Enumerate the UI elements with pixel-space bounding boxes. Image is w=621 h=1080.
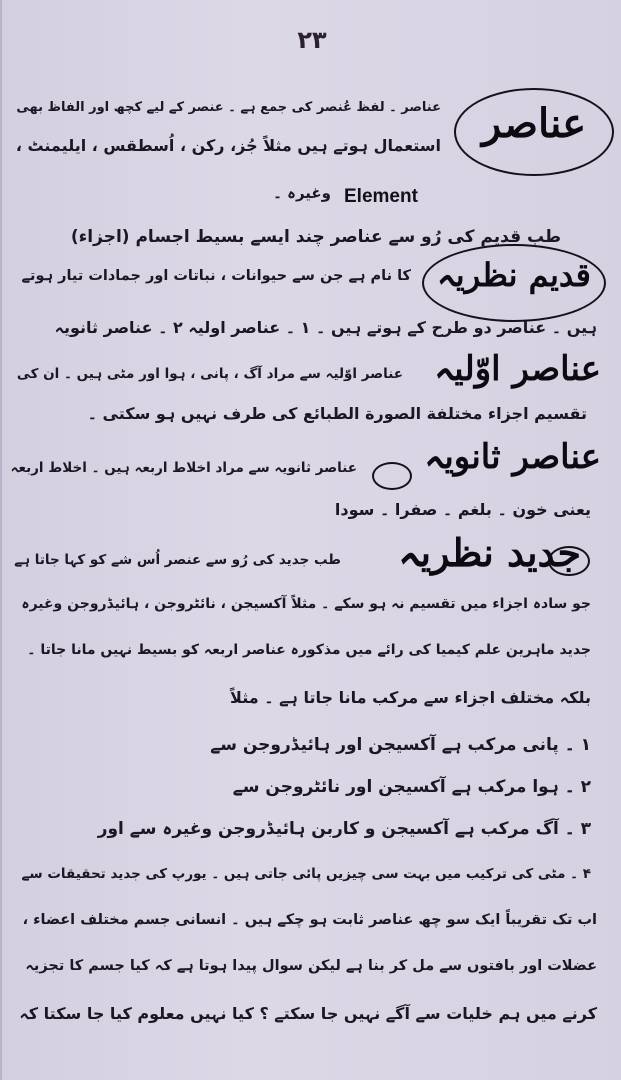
heading-anasir: عناصر: [481, 100, 587, 147]
list-item: ۳ ۔ آگ مرکب ہے آکسیجن و کاربن ہائیڈروجن وغیرہ سے اور: [97, 819, 591, 839]
text-line: وغیرہ ۔: [273, 184, 331, 202]
page-number: ۲۳: [297, 26, 327, 54]
list-item: ۴ ۔ مٹی کی ترکیب میں بہت سی چیزیں پائی جاتی ہیں ۔ یورپ کی جدید تحقیقات سے: [21, 866, 591, 882]
text-line: بلکہ مختلف اجزاء سے مرکب مانا جاتا ہے ۔ مثلاً: [230, 688, 591, 707]
text-line: جدید ماہرین علم کیمیا کی رائے میں مذکورہ عناصر اربعہ کو بسیط نہیں مانا جاتا ۔: [27, 642, 591, 658]
bullet-circle: [548, 546, 590, 576]
text-line: اب تک تقریباً ایک سو چھ عناصر ثابت ہو چکے ہیں ۔ انسانی جسم مختلف اعضاء ،: [22, 912, 597, 928]
text-line: طب جدید کی رُو سے عنصر اُس شے کو کہا جاتا ہے: [14, 552, 341, 568]
text-line: عناصر ثانویہ سے مراد اخلاط اربعہ ہیں ۔ اخلاط اربعہ: [10, 460, 357, 476]
text-line: تقسیم اجزاء مختلفة الصورة الطبائع کی طرف نہیں ہو سکتی ۔: [87, 404, 587, 423]
text-line: استعمال ہوتے ہیں مثلاً جُز، رکن ، اُسطقس ، ایلیمنٹ ،: [15, 136, 441, 155]
text-line: عضلات اور بافتوں سے مل کر بنا ہے لیکن سوال پیدا ہوتا ہے کہ کیا جسم کا تجزیہ: [25, 958, 597, 974]
list-item: ۲ ۔ ہوا مرکب ہے آکسیجن اور نائٹروجن سے: [232, 777, 591, 797]
text-line: جو سادہ اجزاء میں تقسیم نہ ہو سکے ۔ مثلاً آکسیجن ، نائٹروجن ، ہائیڈروجن وغیرہ: [21, 596, 591, 612]
text-line: طب قدیم کی رُو سے عناصر چند ایسے بسیط اجسام (اجزاء): [70, 227, 561, 247]
text-line: عناصر اوّلیہ سے مراد آگ ، پانی ، ہوا اور مٹی ہیں ۔ ان کی: [16, 366, 403, 382]
heading-qadeem-nazariya: قدیم نظریہ: [437, 256, 591, 294]
bullet-circle: [372, 462, 412, 490]
heading-anasir-awwaliya: عناصر اوّلیہ: [434, 349, 601, 389]
text-line: یعنی خون ۔ بلغم ۔ صفرا ۔ سودا: [334, 500, 591, 519]
latin-word-element: Element: [344, 186, 418, 207]
heading-anasir-sanawiya: عناصر ثانویہ: [424, 437, 601, 477]
text-line: ہیں ۔ عناصر دو طرح کے ہوتے ہیں ۔ ۱ ۔ عناصر اولیہ ۲ ۔ عناصر ثانویہ: [54, 318, 597, 337]
text-line: کا نام ہے جن سے حیوانات ، نباتات اور جمادات تیار ہوتے: [21, 268, 411, 284]
text-line: عناصر ۔ لفظ عُنصر کی جمع ہے ۔ عنصر کے لیے کچھ اور الفاظ بھی: [16, 100, 441, 115]
list-item: ۱ ۔ پانی مرکب ہے آکسیجن اور ہائیڈروجن سے: [210, 735, 591, 755]
text-line: کرنے میں ہم خلیات سے آگے نہیں جا سکتے ؟ کیا نہیں معلوم کیا جا سکتا کہ: [19, 1004, 597, 1023]
heading-jadeed-nazariya: جدید نظریہ: [398, 530, 581, 575]
